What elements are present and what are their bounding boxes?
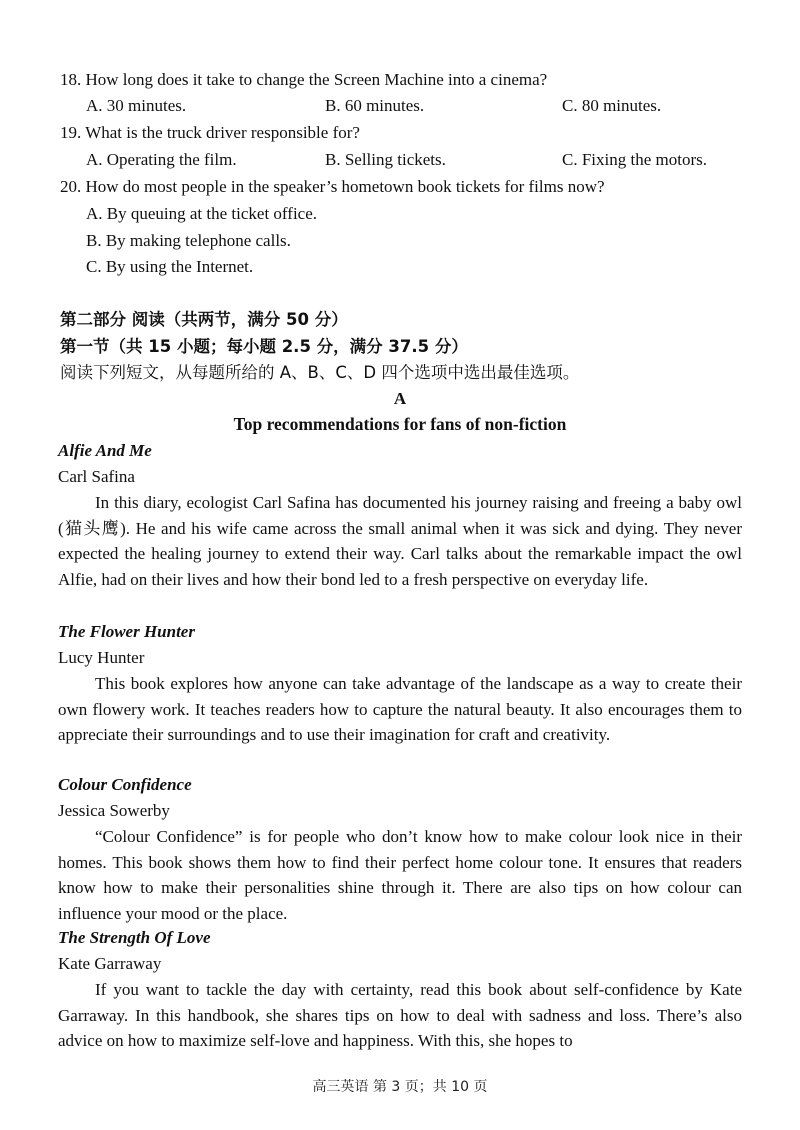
- question-19-option-b: B. Selling tickets.: [325, 150, 446, 169]
- part2-heading: 第二部分 阅读（共两节，满分 50 分）: [60, 310, 348, 329]
- book-title-colour-confidence: Colour Confidence: [58, 775, 192, 794]
- question-20-option-a: A. By queuing at the ticket office.: [86, 204, 318, 223]
- question-19-option-a: A. Operating the film.: [86, 150, 237, 169]
- section1-heading: 第一节（共 15 小题；每小题 2.5 分，满分 37.5 分）: [60, 337, 468, 356]
- question-18-stem: 18. How long does it take to change the Screen Machine into a cinema?: [60, 70, 548, 89]
- book-title-alfie-and-me: Alfie And Me: [58, 441, 152, 460]
- book-author-lucy-hunter: Lucy Hunter: [58, 648, 145, 667]
- question-20-option-b: B. By making telephone calls.: [86, 231, 291, 250]
- book-author-carl-safina: Carl Safina: [58, 467, 135, 486]
- question-18-option-a: A. 30 minutes.: [86, 96, 187, 115]
- book-title-the-strength-of-love: The Strength Of Love: [58, 928, 211, 947]
- reading-instruction: 阅读下列短文，从每题所给的 A、B、C、D 四个选项中选出最佳选项。: [60, 363, 580, 382]
- book-title-the-flower-hunter: The Flower Hunter: [58, 622, 195, 641]
- question-18-option-b: B. 60 minutes.: [325, 96, 425, 115]
- book-description-the-flower-hunter: This book explores how anyone can take advantage of the landscape as a way to create their own flowery work. It teaches readers how to capture the natural beauty. It also encourages them to appreciate their surroundings and to use their imagination for craft and creativity.: [58, 674, 742, 745]
- page-footer: 高三英语 第 3 页；共 10 页: [312, 1079, 488, 1095]
- question-20-option-c: C. By using the Internet.: [86, 257, 254, 276]
- book-author-jessica-sowerby: Jessica Sowerby: [58, 801, 170, 820]
- passage-letter: A: [393, 389, 407, 408]
- book-description-alfie-and-me: In this diary, ecologist Carl Safina has documented his journey raising and freeing a baby owl (猫头鹰). He and his wife came across the small animal when it was sick and dying. They never expected the healing journey to extend their way. Carl talks about the remarkable impact the owl Alfie, had on their lives and how their bond led to a fresh perspective on everyday life.: [58, 493, 742, 589]
- book-author-kate-garraway: Kate Garraway: [58, 954, 162, 973]
- question-19-option-c: C. Fixing the motors.: [562, 150, 707, 169]
- passage-title: Top recommendations for fans of non-fiction: [233, 414, 567, 434]
- book-description-the-strength-of-love: If you want to tackle the day with certainty, read this book about self-confidence by Kate Garraway. In this handbook, she shares tips on how to deal with sadness and loss. There’s also advice on how to maximize self-love and happiness. With this, she hopes to: [58, 980, 742, 1051]
- book-description-colour-confidence: “Colour Confidence” is for people who don’t know how to make colour look nice in their homes. This book shows them how to find their perfect home colour tone. It ensures that readers know how to make their personalities shine through it. There are also tips on how colour can influence your mood or the place.: [58, 827, 742, 923]
- question-18-option-c: C. 80 minutes.: [562, 96, 662, 115]
- question-20-stem: 20. How do most people in the speaker’s hometown book tickets for films now?: [60, 177, 605, 196]
- question-19-stem: 19. What is the truck driver responsible for?: [60, 123, 360, 142]
